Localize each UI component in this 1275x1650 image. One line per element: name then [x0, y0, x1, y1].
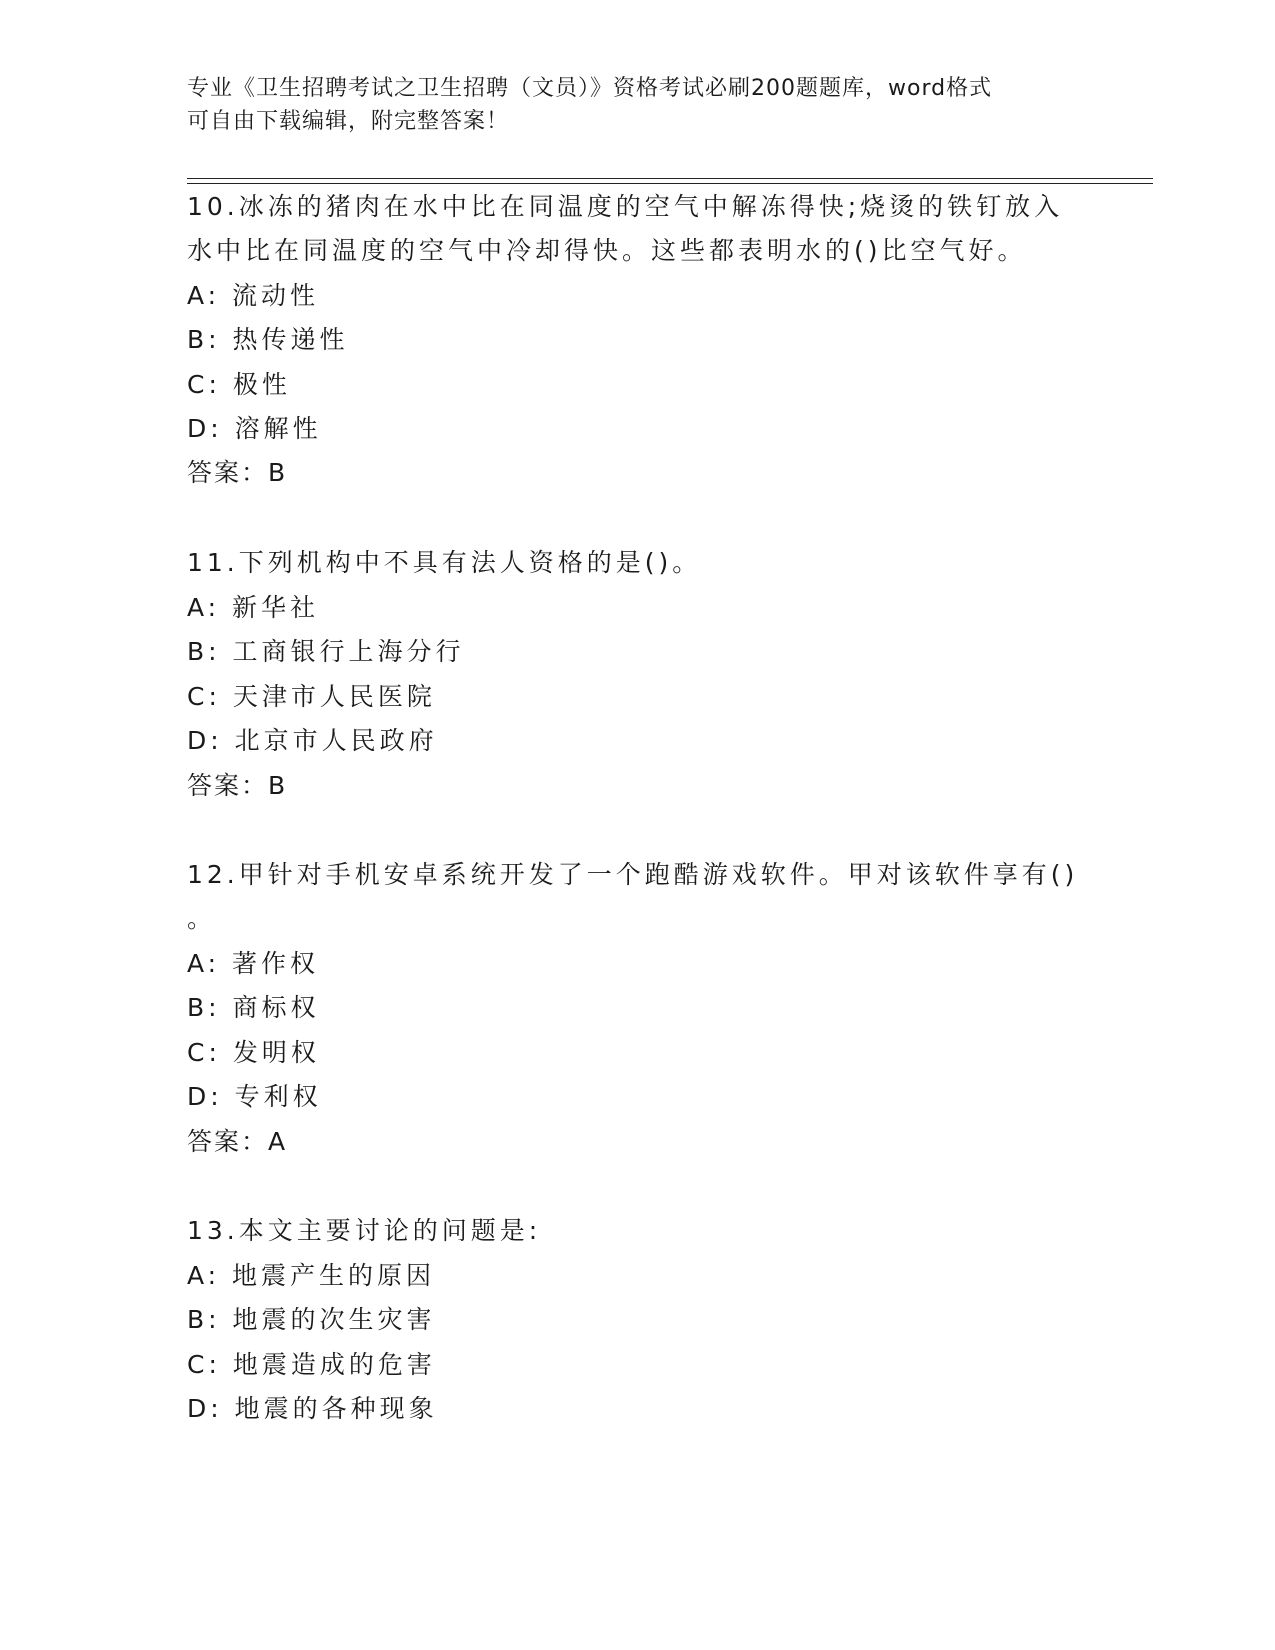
- question-13-option-b: B: 地震的次生灾害: [187, 1305, 436, 1334]
- question-13-option-d: D: 地震的各种现象: [187, 1394, 438, 1423]
- question-10-stem-line-1: 10.冰冻的猪肉在水中比在同温度的空气中解冻得快;烧烫的铁钉放入: [187, 192, 1064, 221]
- question-12-stem-line-2: 。: [187, 904, 217, 933]
- question-12-answer: 答案：A: [187, 1127, 288, 1156]
- question-11-option-a: A: 新华社: [187, 593, 320, 622]
- question-12-option-c: C: 发明权: [187, 1038, 320, 1067]
- question-11-stem-line-1: 11.下列机构中不具有法人资格的是()。: [187, 548, 702, 577]
- question-12-option-a: A: 著作权: [187, 949, 320, 978]
- question-10-stem-line-2: 水中比在同温度的空气中冷却得快。这些都表明水的()比空气好。: [187, 236, 1027, 265]
- question-12-stem-line-1: 12.甲针对手机安卓系统开发了一个跑酷游戏软件。甲对该软件享有(): [187, 860, 1079, 889]
- question-11-option-d: D: 北京市人民政府: [187, 726, 438, 755]
- question-10-answer: 答案：B: [187, 458, 288, 487]
- question-13-stem-line-1: 13.本文主要讨论的问题是:: [187, 1216, 542, 1245]
- document-header: [187, 72, 1087, 138]
- question-13-option-a: A: 地震产生的原因: [187, 1261, 436, 1290]
- header-divider-bottom: [187, 183, 1153, 184]
- header-line-1: 专业《卫生招聘考试之卫生招聘（文员）》资格考试必刷200题题库，word格式: [187, 76, 993, 101]
- question-10-option-a: A: 流动性: [187, 281, 320, 310]
- question-10-option-d: D: 溶解性: [187, 414, 322, 443]
- question-10-option-b: B: 热传递性: [187, 325, 349, 354]
- question-11-answer: 答案：B: [187, 771, 288, 800]
- question-10-option-c: C: 极性: [187, 370, 291, 399]
- header-divider-top: [187, 178, 1153, 179]
- header-line-2: 可自由下载编辑，附完整答案！: [187, 109, 510, 134]
- question-11-option-c: C: 天津市人民医院: [187, 682, 436, 711]
- question-11-option-b: B: 工商银行上海分行: [187, 637, 465, 666]
- question-12-option-d: D: 专利权: [187, 1082, 322, 1111]
- question-13-option-c: C: 地震造成的危害: [187, 1350, 436, 1379]
- question-12-option-b: B: 商标权: [187, 993, 320, 1022]
